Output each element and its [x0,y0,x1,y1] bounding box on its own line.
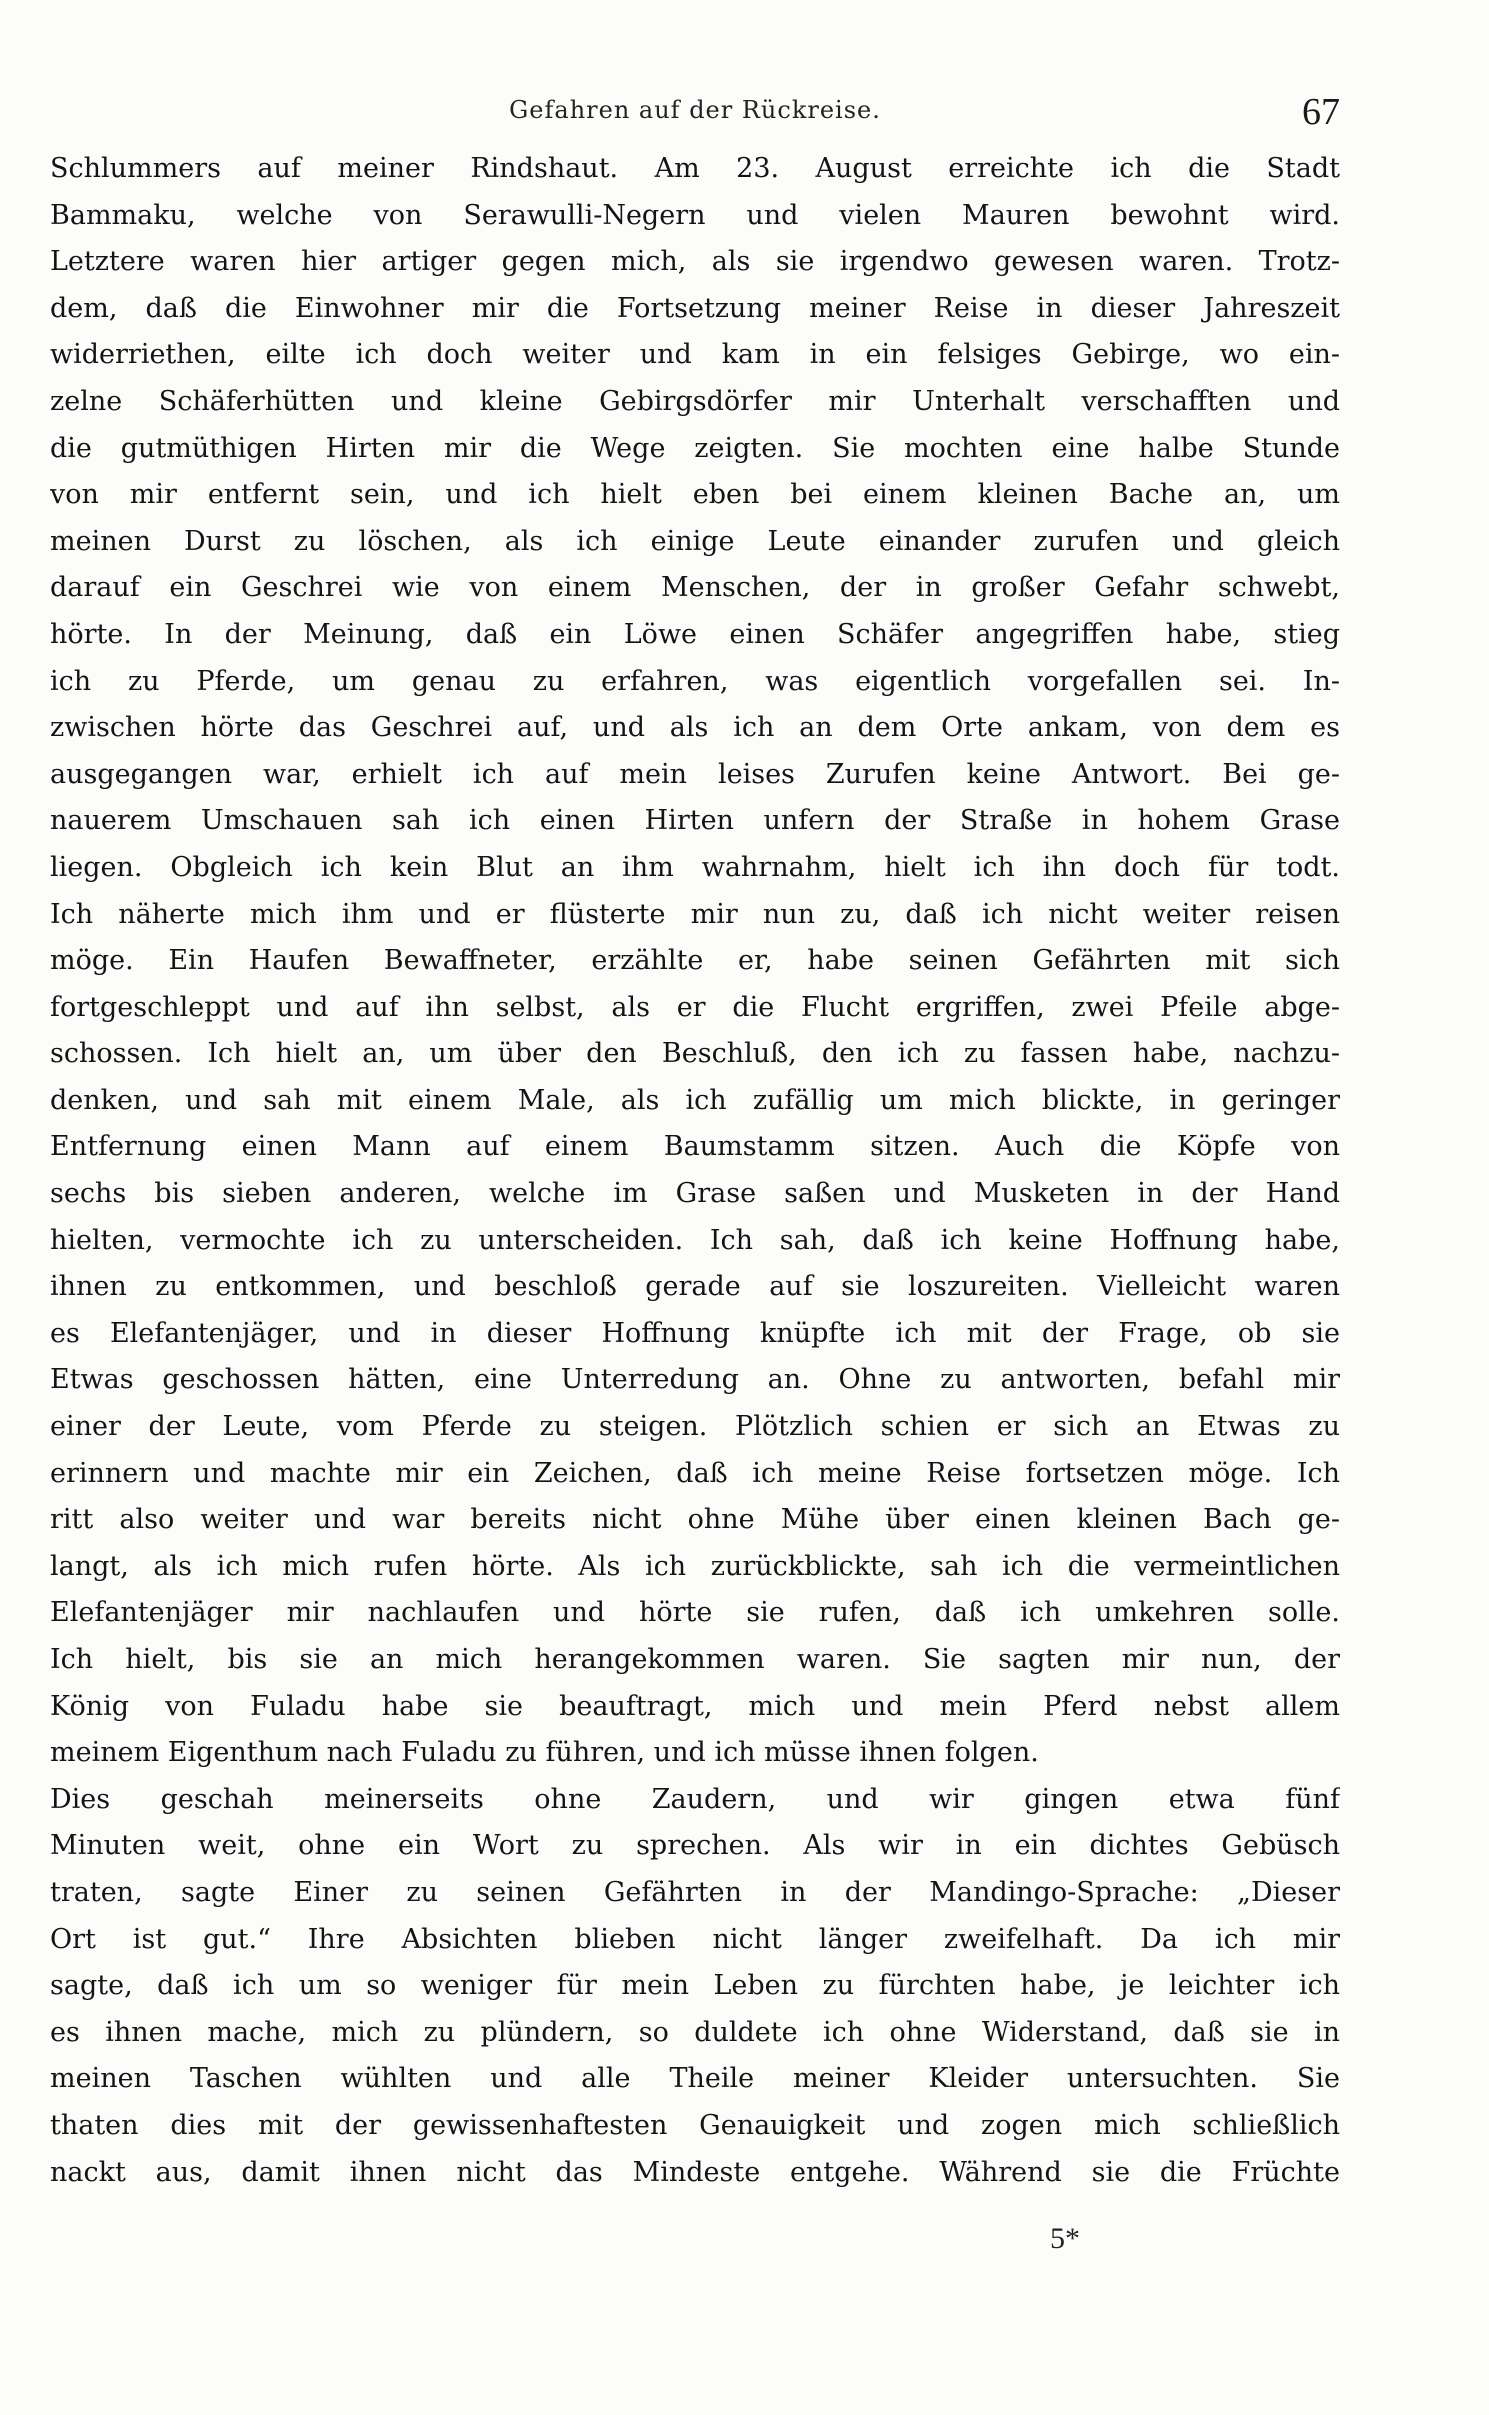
text-line: meinen Durst zu löschen, als ich einige Leute einander zurufen und gleich [50,525,1340,557]
text-line: es ihnen mache, mich zu plündern, so duldete ich ohne Widerstand, daß sie in [50,2016,1340,2048]
text-line: liegen. Obgleich ich kein Blut an ihm wahrnahm, hielt ich ihn doch für todt. [50,851,1340,883]
text-line: einer der Leute, vom Pferde zu steigen. Plötzlich schien er sich an Etwas zu [50,1411,1340,1443]
text-line: fortgeschleppt und auf ihn selbst, als er die Flucht ergriffen, zwei Pfeile abge- [50,991,1340,1023]
text-line: Ich hielt, bis sie an mich herangekommen waren. Sie sagten mir nun, der [50,1644,1340,1675]
text-line: möge. Ein Haufen Bewaffneter, erzählte er, habe seinen Gefährten mit sich [50,945,1340,977]
text-line: Ort ist gut.“ Ihre Absichten blieben nicht länger zweifelhaft. Da ich mir [50,1923,1340,1955]
text-line: meinen Taschen wühlten und alle Theile meiner Kleider untersuchten. Sie [50,2063,1340,2095]
text-line: ritt also weiter und war bereits nicht ohne Mühe über einen kleinen Bach ge- [50,1504,1340,1536]
text-line: erinnern und machte mir ein Zeichen, daß ich meine Reise fortsetzen möge. Ich [50,1457,1340,1489]
text-line: darauf ein Geschrei wie von einem Menschen, der in großer Gefahr schwebt, [50,572,1340,604]
text-line: Elefantenjäger mir nachlaufen und hörte sie rufen, daß ich umkehren solle. [50,1597,1340,1629]
text-line: ausgegangen war, erhielt ich auf mein leises Zurufen keine Antwort. Bei ge- [50,758,1340,790]
signature-mark: 5* [1050,2222,1080,2255]
text-line: Letztere waren hier artiger gegen mich, als sie irgendwo gewesen waren. Trotz- [50,246,1340,278]
text-line: ihnen zu entkommen, und beschloß gerade auf sie loszureiten. Vielleicht waren [50,1271,1340,1303]
text-line: Minuten weit, ohne ein Wort zu sprechen. Als wir in ein dichtes Gebüsch [50,1830,1340,1862]
text-line: sechs bis sieben anderen, welche im Grase saßen und Musketen in der Hand [50,1178,1340,1210]
text-line: denken, und sah mit einem Male, als ich zufällig um mich blickte, in geringer [50,1084,1340,1116]
text-line: dem, daß die Einwohner mir die Fortsetzung meiner Reise in dieser Jahreszeit [50,292,1340,324]
text-line: schossen. Ich hielt an, um über den Beschluß, den ich zu fassen habe, nachzu- [50,1038,1340,1070]
text-line: zwischen hörte das Geschrei auf, und als ich an dem Orte ankam, von dem es [50,712,1340,744]
page-number: 67 [1302,91,1340,133]
text-line: die gutmüthigen Hirten mir die Wege zeigten. Sie mochten eine halbe Stunde [50,432,1340,464]
text-line: sagte, daß ich um so weniger für mein Leben zu fürchten habe, je leichter ich [50,1970,1340,2002]
text-line: nauerem Umschauen sah ich einen Hirten unfern der Straße in hohem Grase [50,805,1340,837]
running-header [50,90,1340,136]
text-line: langt, als ich mich rufen hörte. Als ich zurückblickte, sah ich die vermeintlichen [50,1550,1340,1582]
text-line: Dies geschah meinerseits ohne Zaudern, und wir gingen etwa fünf [50,1783,1340,1815]
text-line: hielten, vermochte ich zu unterscheiden. Ich sah, daß ich keine Hoffnung habe, [50,1224,1340,1256]
body-text [50,146,1340,2196]
text-line: meinem Eigenthum nach Fuladu zu führen, und ich müsse ihnen folgen. [50,1737,1039,1769]
text-line: Bammaku, welche von Serawulli-Negern und vielen Mauren bewohnt wird. [50,199,1340,231]
text-line: hörte. In der Meinung, daß ein Löwe einen Schäfer angegriffen habe, stieg [50,618,1340,650]
text-line: zelne Schäferhütten und kleine Gebirgsdörfer mir Unterhalt verschafften und [50,385,1340,417]
text-line: von mir entfernt sein, und ich hielt eben bei einem kleinen Bache an, um [50,479,1340,511]
text-line: ich zu Pferde, um genau zu erfahren, was eigentlich vorgefallen sei. In- [50,665,1340,697]
text-line: König von Fuladu habe sie beauftragt, mich und mein Pferd nebst allem [50,1690,1340,1722]
text-line: widerriethen, eilte ich doch weiter und kam in ein felsiges Gebirge, wo ein- [50,339,1340,371]
text-line: es Elefantenjäger, und in dieser Hoffnung knüpfte ich mit der Frage, ob sie [50,1317,1340,1349]
text-line: Ich näherte mich ihm und er flüsterte mir nun zu, daß ich nicht weiter reisen [50,898,1340,930]
text-line: Entfernung einen Mann auf einem Baumstamm sitzen. Auch die Köpfe von [50,1131,1340,1163]
running-title: Gefahren auf der Rückreise. [509,96,881,124]
text-line: Schlummers auf meiner Rindshaut. Am 23. August erreichte ich die Stadt [50,153,1340,184]
text-line: thaten dies mit der gewissenhaftesten Genauigkeit und zogen mich schließlich [50,2109,1340,2141]
text-line: traten, sagte Einer zu seinen Gefährten in der Mandingo-Sprache: „Dieser [50,1876,1340,1908]
text-line: nackt aus, damit ihnen nicht das Mindeste entgehe. Während sie die Früchte [50,2156,1340,2188]
text-line: Etwas geschossen hätten, eine Unterredung an. Ohne zu antworten, befahl mir [50,1364,1340,1396]
